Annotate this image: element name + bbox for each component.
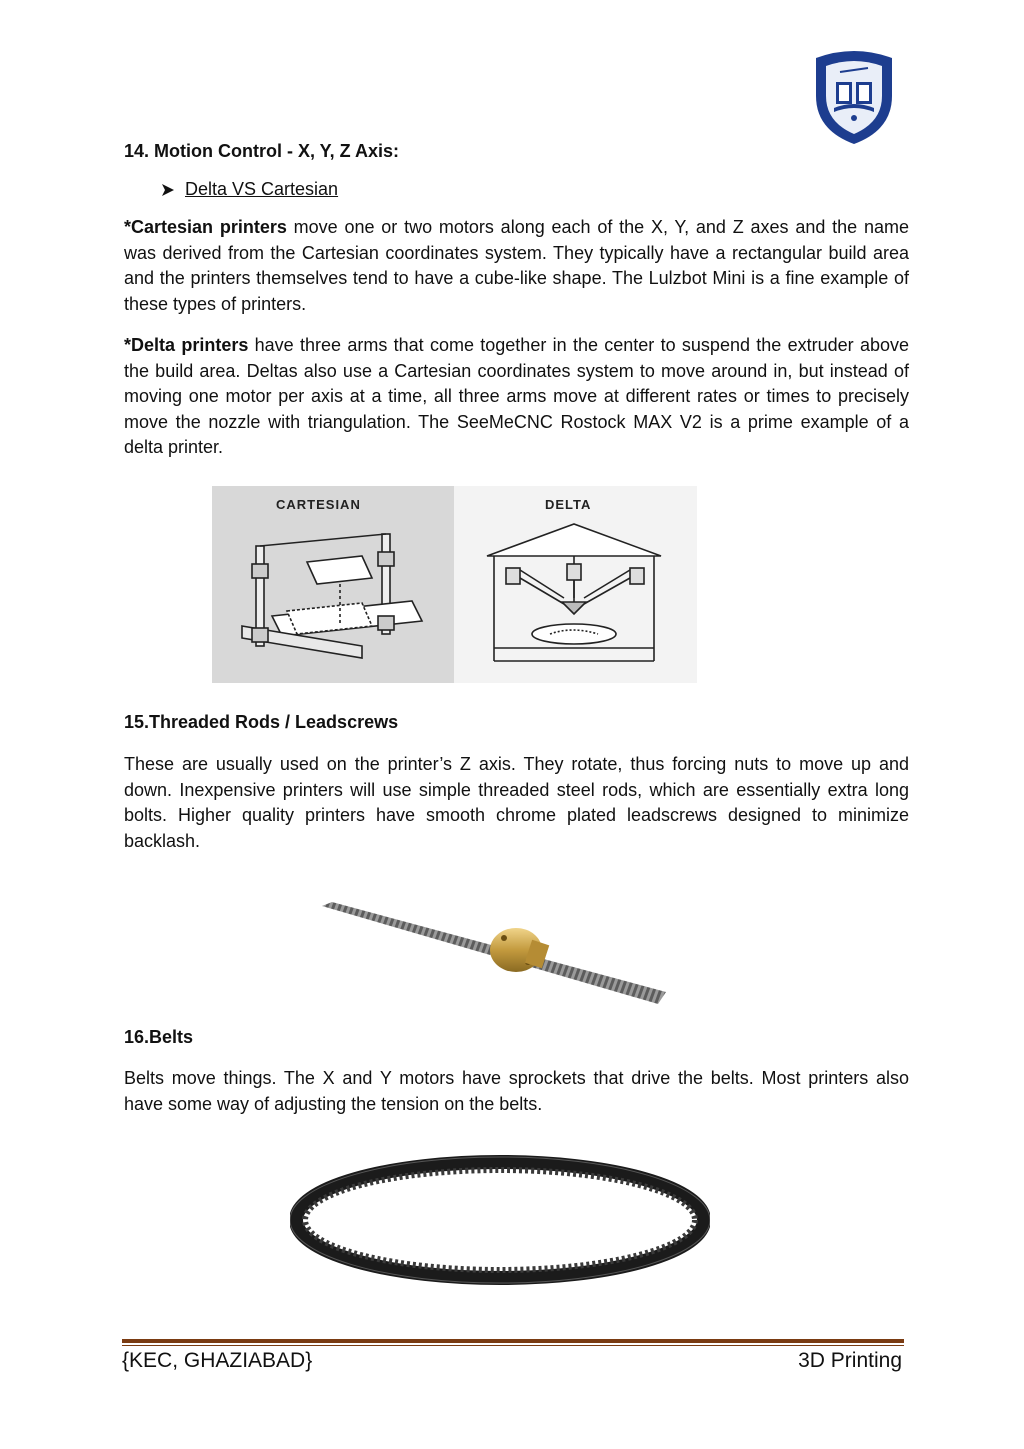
term-delta-printers: *Delta printers xyxy=(124,335,249,355)
arrow-bullet-icon xyxy=(161,183,175,197)
section-14-heading: 14. Motion Control - X, Y, Z Axis: xyxy=(124,141,400,161)
paragraph-belts: Belts move things. The X and Y motors have sprockets that drive the belts. Most printers also have some way of adjusting the tension on the belts. xyxy=(124,1068,909,1114)
footer-right: 3D Printing xyxy=(798,1349,902,1372)
footer-left: {KEC, GHAZIABAD} xyxy=(122,1349,313,1372)
section-15-heading: 15.Threaded Rods / Leadscrews xyxy=(124,712,399,732)
paragraph-threaded-rods: These are usually used on the printer’s Z axis. They rotate, thus forcing nuts to move up and down. Inexpensive printers will use simple threaded steel rods, which are essentially extra long bolts. Higher quality printers have smooth chrome plated leadscrews designed to minimize backlash. xyxy=(124,754,909,851)
paragraph-cartesian xyxy=(124,215,909,317)
college-logo xyxy=(806,38,902,148)
paragraph-delta xyxy=(124,333,909,461)
footer-rule xyxy=(122,1339,904,1343)
cartesian-delta-figure xyxy=(212,486,697,683)
paragraph-cartesian-text: move one or two motors along each of the X, Y, and Z axes and the name was derived from the Cartesian coordinates system. They typically have a rectangular build area and the printers themselves tend to have a cube-like shape. The Lulzbot Mini is a fine example of these types of printers. xyxy=(124,217,910,314)
belt-image xyxy=(290,1150,710,1290)
footer-rule-thin xyxy=(122,1345,904,1346)
term-cartesian-printers: *Cartesian printers xyxy=(124,217,287,237)
figure-label-delta: DELTA xyxy=(545,497,592,512)
figure-label-cartesian: CARTESIAN xyxy=(276,497,361,512)
bullet-delta-vs-cartesian: Delta VS Cartesian xyxy=(185,179,339,199)
paragraph-delta-text: have three arms that come together in the center to suspend the extruder above the build area. Deltas also use a Cartesian coordinates system to move around in, but instead of moving one motor per axis at a time, all three arms move at different rates or times to precisely move the nozzle with triangulation. The SeeMeCNC Rostock MAX V2 is a prime example of a delta printer. xyxy=(124,335,909,457)
section-16-heading: 16.Belts xyxy=(124,1027,194,1047)
leadscrew-image xyxy=(318,892,670,1012)
